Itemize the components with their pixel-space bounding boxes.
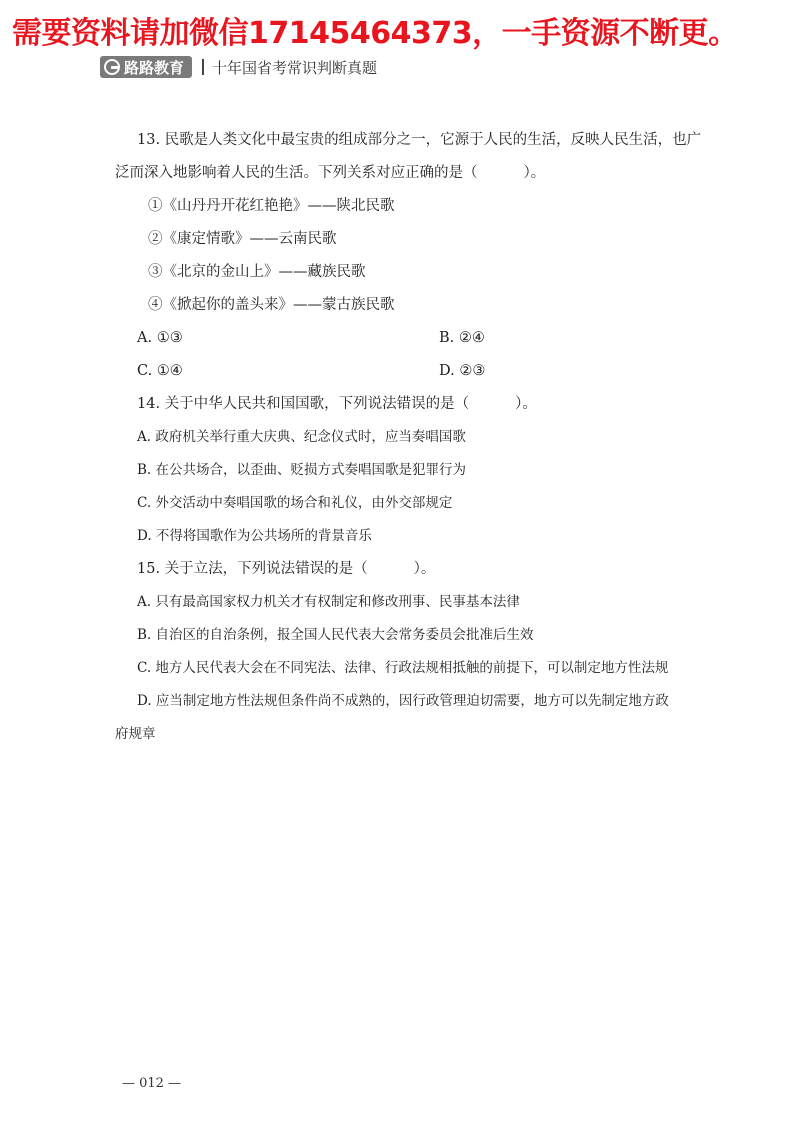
question-13-options-row [137, 322, 757, 355]
question-15-stem: 15. 关于立法，下列说法错误的是（ ）。 [137, 561, 436, 577]
header-divider [202, 59, 204, 75]
running-header [100, 54, 377, 80]
page-content [115, 124, 757, 751]
question-14-stem: 14. 关于中华人民共和国国歌，下列说法错误的是（ ）。 [137, 396, 537, 412]
option-b: B. ②④ [439, 330, 485, 346]
question-13-item: ①《山丹丹开花红艳艳》——陕北民歌 [148, 198, 395, 214]
question-15-option: B. 自治区的自治条例，报全国人民代表大会常务委员会批准后生效 [137, 627, 534, 643]
book-title: 十年国省考常识判断真题 [212, 58, 378, 77]
question-13-stem-line1: 13. 民歌是人类文化中最宝贵的组成部分之一，它源于人民的生活，反映人民生活，也广 [137, 132, 702, 148]
logo-text: 路路教育 [124, 58, 185, 77]
watermark-banner: 需要资料请加微信17145464373，一手资源不断更。 [12, 16, 738, 51]
publisher-logo [100, 56, 192, 78]
question-15-option: C. 地方人民代表大会在不同宪法、法律、行政法规相抵触的前提下，可以制定地方性法规 [137, 660, 669, 676]
question-13-item: ②《康定情歌》——云南民歌 [148, 231, 337, 247]
question-13-item: ③《北京的金山上》——藏族民歌 [148, 264, 366, 280]
question-14-option: D. 不得将国歌作为公共场所的背景音乐 [137, 528, 372, 544]
question-13-stem-line2: 泛而深入地影响着人民的生活。下列关系对应正确的是（ ）。 [115, 165, 546, 181]
question-15-option-continued: 府规章 [115, 726, 156, 742]
question-13-options-row [137, 355, 757, 388]
option-a: A. ①③ [137, 330, 183, 346]
page-number: — 012 — [122, 1076, 182, 1091]
question-15-option: A. 只有最高国家权力机关才有权制定和修改刑事、民事基本法律 [137, 594, 520, 610]
question-13-item: ④《掀起你的盖头来》——蒙古族民歌 [148, 297, 395, 313]
question-14-option: C. 外交活动中奏唱国歌的场合和礼仪，由外交部规定 [137, 495, 453, 511]
question-15-option: D. 应当制定地方性法规但条件尚不成熟的，因行政管理迫切需要，地方可以先制定地方政 [137, 693, 669, 709]
question-14-option: B. 在公共场合，以歪曲、贬损方式奏唱国歌是犯罪行为 [137, 462, 467, 478]
option-c: C. ①④ [137, 363, 183, 379]
question-14-option: A. 政府机关举行重大庆典、纪念仪式时，应当奏唱国歌 [137, 429, 466, 445]
logo-icon [104, 59, 120, 75]
option-d: D. ②③ [439, 363, 486, 379]
